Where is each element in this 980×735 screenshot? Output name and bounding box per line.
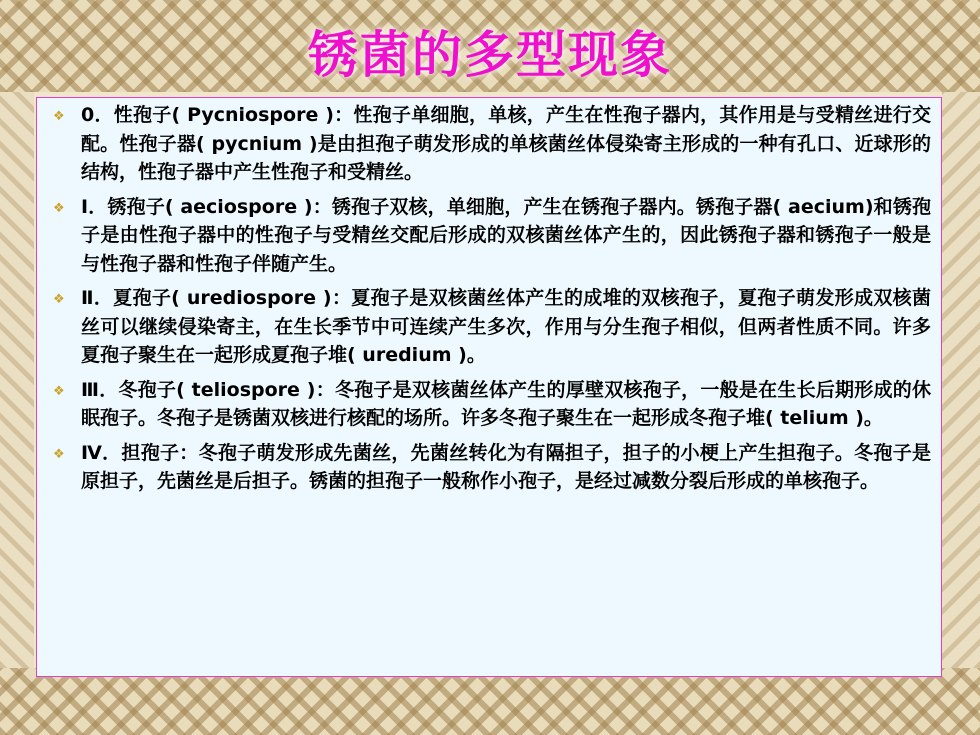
item-text: Ⅰ．锈孢子( aeciospore )：锈孢子双核，单细胞，产生在锈孢子器内。锈孢子器( aecium)和锈孢子是由性孢子器中的性孢子与受精丝交配后形成的双核菌丝体产生的，因此锈孢子器和锈孢子一般是与性孢子器和性孢子伴随产生。 bbox=[81, 195, 931, 275]
list-item bbox=[53, 439, 931, 496]
item-text: Ⅱ．夏孢子( urediospore )：夏孢子是双核菌丝体产生的成堆的双核孢子，夏孢子萌发形成双核菌丝可以继续侵染寄主，在生长季节中可连续产生多次，作用与分生孢子相似，但两者性质不同。许多夏孢子聚生在一起形成夏孢子堆( uredium )。 bbox=[81, 287, 931, 366]
diamond-bullet-icon: ❖ bbox=[53, 109, 65, 124]
diamond-bullet-icon: ❖ bbox=[53, 292, 65, 307]
item-text: 0．性孢子( Pycniospore )：性孢子单细胞，单核，产生在性孢子器内，其作用是与受精丝进行交配。性孢子器( pycnium )是由担孢子萌发形成的单核菌丝体侵染寄主形成的一种有孔口、近球形的结构，性孢子器中产生性孢子和受精丝。 bbox=[81, 104, 931, 183]
decorative-border-right bbox=[942, 92, 980, 668]
diamond-bullet-icon: ❖ bbox=[53, 200, 65, 216]
content-box bbox=[36, 97, 942, 677]
diamond-bullet-icon: ❖ bbox=[53, 446, 65, 462]
list-item bbox=[53, 101, 931, 187]
decorative-border-bottom bbox=[0, 668, 980, 735]
list-item bbox=[53, 376, 931, 433]
item-text: Ⅳ．担孢子：冬孢子萌发形成先菌丝，先菌丝转化为有隔担子，担子的小梗上产生担孢子。冬孢子是原担子，先菌丝是后担子。锈菌的担孢子一般称作小孢子，是经过减数分裂后形成的单核孢子。 bbox=[81, 441, 931, 492]
item-text: Ⅲ．冬孢子( teliospore )：冬孢子是双核菌丝体产生的厚壁双核孢子，一般是在生长后期形成的休眠孢子。冬孢子是锈菌双核进行核配的场所。许多冬孢子聚生在一起形成冬孢子堆( telium )。 bbox=[81, 378, 931, 429]
list-item bbox=[53, 284, 931, 370]
list-item bbox=[53, 193, 931, 279]
decorative-border-left bbox=[0, 92, 34, 668]
diamond-bullet-icon: ❖ bbox=[53, 383, 65, 399]
slide-title: 锈菌的多型现象 bbox=[308, 26, 672, 84]
